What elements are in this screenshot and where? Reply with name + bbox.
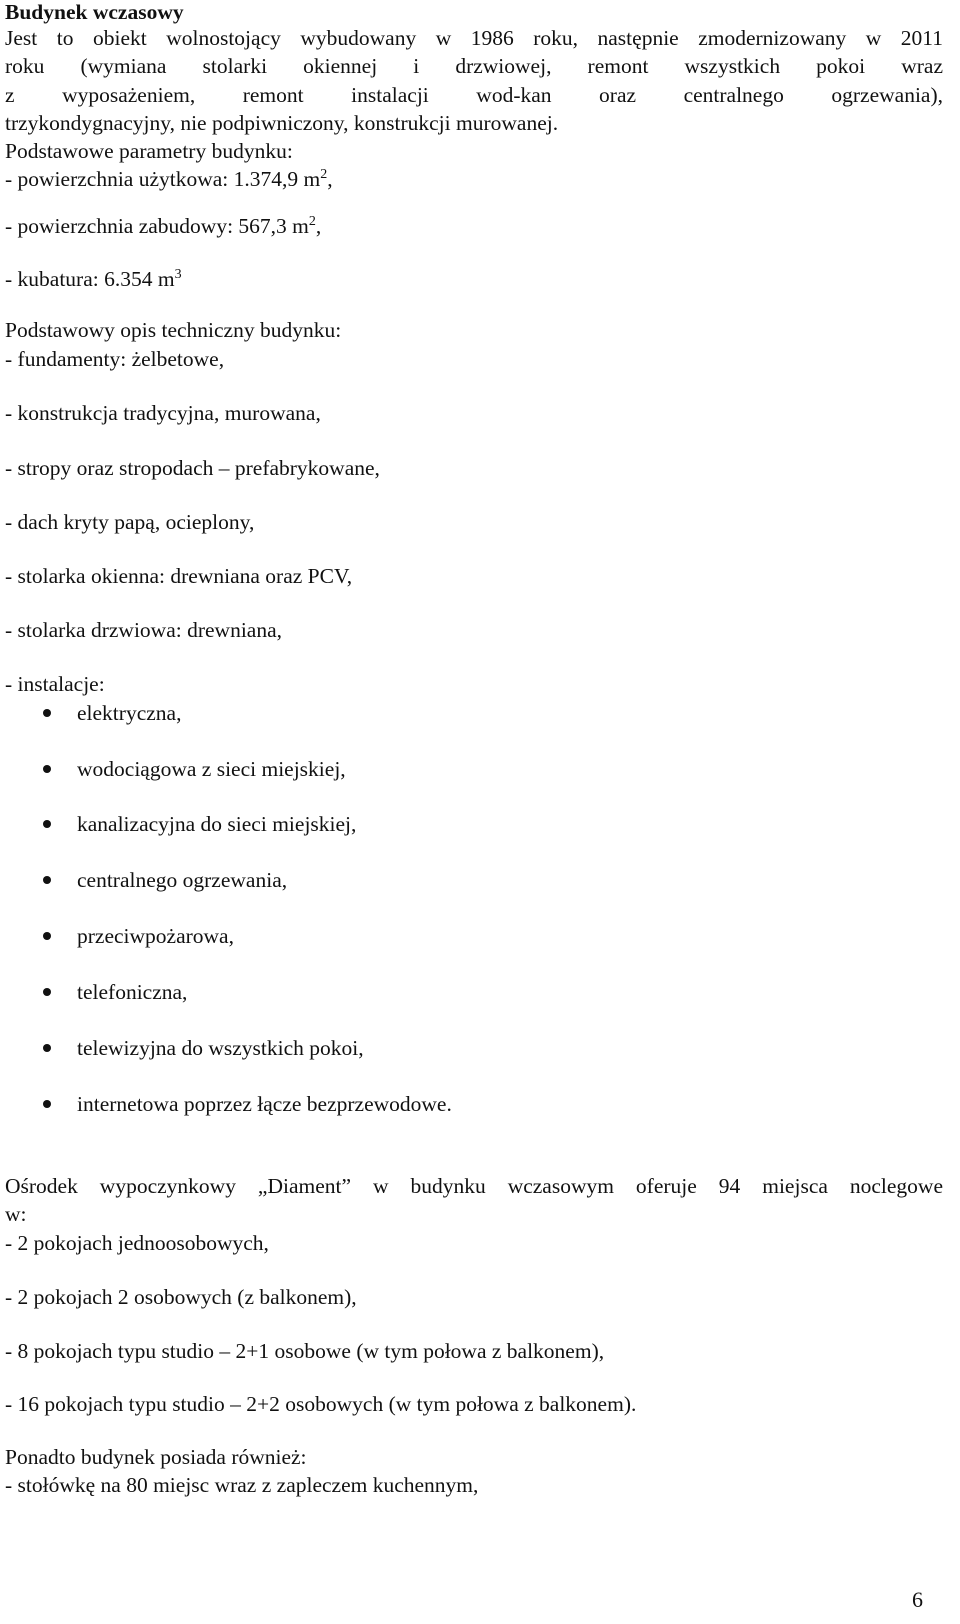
- bullet-icon: [43, 709, 51, 717]
- param-built-area: [5, 212, 321, 240]
- technical-item: - instalacje:: [5, 672, 105, 696]
- page-number: 6: [912, 1587, 923, 1612]
- param-volume-text: - kubatura: 6.354 m: [5, 267, 175, 291]
- installation-label: wodociągowa z sieci miejskiej,: [77, 757, 346, 781]
- rooms-intro-line-2: w:: [5, 1202, 27, 1226]
- intro-line-1: Jest to obiekt wolnostojący wybudowany w 1986 roku, następnie zmodernizowany w 2011: [5, 26, 943, 50]
- installation-label: przeciwpożarowa,: [77, 924, 234, 948]
- param-built-area-tail: ,: [315, 214, 322, 238]
- room-item: - 16 pokojach typu studio – 2+2 osobowych (w tym połowa z balkonem).: [5, 1392, 637, 1416]
- bullet-icon: [43, 988, 51, 996]
- room-item: - 2 pokojach jednoosobowych,: [5, 1231, 269, 1255]
- intro-line-3: z wyposażeniem, remont instalacji wod-kan oraz centralnego ogrzewania),: [5, 83, 943, 107]
- param-built-area-sup: 2: [308, 213, 316, 229]
- room-item: - 8 pokojach typu studio – 2+1 osobowe (w tym połowa z balkonem),: [5, 1339, 605, 1363]
- params-title: Podstawowe parametry budynku:: [5, 139, 293, 163]
- technical-item: - konstrukcja tradycyjna, murowana,: [5, 401, 321, 425]
- param-usable-area-tail: ,: [327, 167, 333, 191]
- param-usable-area-sup: 2: [320, 166, 328, 182]
- installation-list-item: [5, 922, 605, 950]
- installation-label: kanalizacyjna do sieci miejskiej,: [77, 812, 357, 836]
- bullet-icon: [43, 1100, 51, 1108]
- bullet-icon: [43, 876, 51, 884]
- section-heading: Budynek wczasowy: [5, 0, 184, 24]
- technical-item: - stolarka okienna: drewniana oraz PCV,: [5, 564, 353, 588]
- bullet-icon: [43, 1044, 51, 1052]
- extra-title: Ponadto budynek posiada również:: [5, 1445, 307, 1469]
- technical-item: - stolarka drzwiowa: drewniana,: [5, 618, 283, 642]
- technical-item: - stropy oraz stropodach – prefabrykowane,: [5, 456, 380, 480]
- room-item: - 2 pokojach 2 osobowych (z balkonem),: [5, 1285, 357, 1309]
- installation-list-item: [5, 1090, 605, 1118]
- installation-list-item: [5, 978, 605, 1006]
- param-usable-area-text: - powierzchnia użytkowa: 1.374,9 m: [5, 167, 321, 191]
- param-built-area-text: - powierzchnia zabudowy: 567,3 m: [5, 214, 309, 238]
- technical-item: - dach kryty papą, ocieplony,: [5, 510, 255, 534]
- installation-label: telewizyjna do wszystkich pokoi,: [77, 1036, 364, 1060]
- installation-label: telefoniczna,: [77, 980, 188, 1004]
- installation-list-item: [5, 810, 605, 838]
- installation-list-item: [5, 699, 605, 727]
- rooms-intro-line-1: Ośrodek wypoczynkowy „Diament” w budynku wczasowym oferuje 94 miejsca noclegowe: [5, 1174, 943, 1198]
- installation-list-item: [5, 1034, 605, 1062]
- installation-label: elektryczna,: [77, 701, 182, 725]
- bullet-icon: [43, 765, 51, 773]
- intro-line-4: trzykondygnacyjny, nie podpiwniczony, konstrukcji murowanej.: [5, 111, 559, 135]
- technical-item: - fundamenty: żelbetowe,: [5, 347, 225, 371]
- installation-list-item: [5, 755, 605, 783]
- bullet-icon: [43, 932, 51, 940]
- param-volume: [5, 265, 182, 293]
- param-volume-sup: 3: [174, 266, 182, 282]
- installation-label: centralnego ogrzewania,: [77, 868, 288, 892]
- installation-list-item: [5, 866, 605, 894]
- param-usable-area: [5, 165, 333, 193]
- technical-title: Podstawowy opis techniczny budynku:: [5, 318, 342, 342]
- installation-label: internetowa poprzez łącze bezprzewodowe.: [77, 1092, 452, 1116]
- bullet-icon: [43, 820, 51, 828]
- intro-line-2: roku (wymiana stolarki okiennej i drzwiowej, remont wszystkich pokoi wraz: [5, 54, 943, 78]
- extra-item: - stołówkę na 80 miejsc wraz z zapleczem kuchennym,: [5, 1473, 479, 1497]
